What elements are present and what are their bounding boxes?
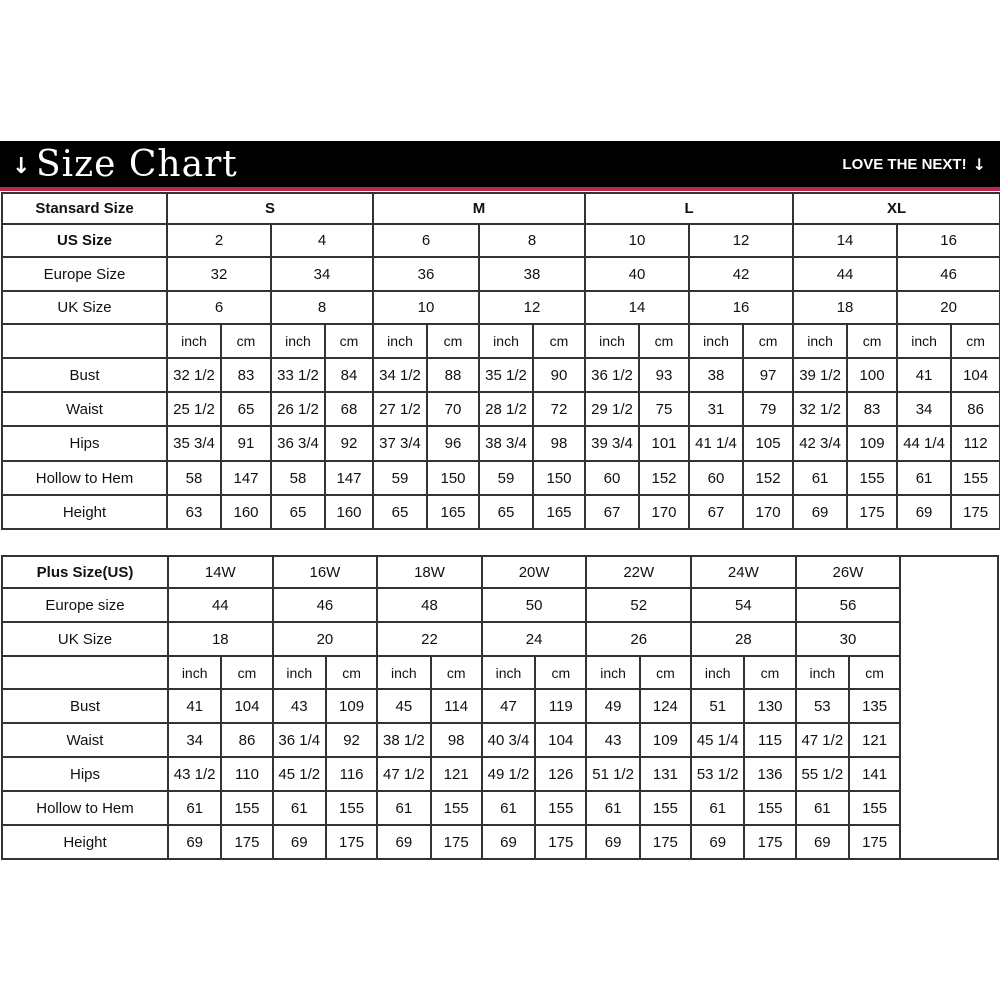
table-cell: 86 [221, 723, 272, 757]
table-cell: 141 [849, 757, 900, 791]
table-cell: 40 [585, 257, 689, 291]
row-label: Hips [2, 426, 167, 461]
table-cell: 48 [377, 588, 482, 622]
unit-cell: inch [271, 324, 325, 358]
size-group-cell: S [167, 193, 373, 224]
table-cell: 47 1/2 [796, 723, 849, 757]
unit-cell: cm [744, 656, 795, 689]
table-cell: 116 [326, 757, 377, 791]
row-label: US Size [2, 224, 167, 257]
table-cell: 69 [168, 825, 221, 859]
unit-row [2, 656, 998, 689]
table-cell: 175 [535, 825, 586, 859]
table-cell: 69 [897, 495, 951, 529]
unit-cell: inch [377, 656, 430, 689]
table-cell: 24 [482, 622, 587, 656]
table-cell: 147 [221, 461, 271, 495]
table-cell: 69 [691, 825, 744, 859]
table-cell: 2 [167, 224, 271, 257]
table-cell: 98 [533, 426, 585, 461]
table-cell: 34 [271, 257, 373, 291]
row-label: Hollow to Hem [2, 461, 167, 495]
table-cell: 50 [482, 588, 587, 622]
table-cell: 175 [326, 825, 377, 859]
table-cell: 32 1/2 [793, 392, 847, 426]
unit-row [2, 324, 1000, 358]
table-cell: 59 [373, 461, 427, 495]
table-cell: 37 3/4 [373, 426, 427, 461]
table-cell: 61 [793, 461, 847, 495]
table-cell: 41 [168, 689, 221, 723]
table-cell: 38 1/2 [377, 723, 430, 757]
table-cell: 42 [689, 257, 793, 291]
table-cell: 65 [271, 495, 325, 529]
table-row [2, 426, 1000, 461]
unit-cell: inch [796, 656, 849, 689]
table-cell: 105 [743, 426, 793, 461]
unit-cell: inch [373, 324, 427, 358]
table-cell: 130 [744, 689, 795, 723]
table-cell: 61 [897, 461, 951, 495]
unit-cell: inch [689, 324, 743, 358]
table-cell: 58 [167, 461, 221, 495]
table-cell: 104 [221, 689, 272, 723]
unit-cell: cm [640, 656, 691, 689]
table-cell: 92 [326, 723, 377, 757]
europe-size-row [2, 588, 998, 622]
table-cell: 150 [427, 461, 479, 495]
table-cell: 59 [479, 461, 533, 495]
row-label: Height [2, 825, 168, 859]
table-cell: 22W [586, 556, 691, 588]
table-cell: 110 [221, 757, 272, 791]
table-cell: 36 1/4 [273, 723, 326, 757]
table-cell: 170 [743, 495, 793, 529]
row-label: Waist [2, 723, 168, 757]
row-label: UK Size [2, 291, 167, 324]
unit-cell: inch [793, 324, 847, 358]
table-cell: 70 [427, 392, 479, 426]
corner-label: Plus Size(US) [2, 556, 168, 588]
row-label: Bust [2, 358, 167, 392]
table-cell: 6 [373, 224, 479, 257]
table-cell: 6 [167, 291, 271, 324]
table-cell: 24W [691, 556, 796, 588]
table-cell: 56 [796, 588, 901, 622]
table-cell: 61 [586, 791, 639, 825]
table-cell: 67 [585, 495, 639, 529]
table-cell: 46 [273, 588, 378, 622]
table-cell: 39 3/4 [585, 426, 639, 461]
table-cell: 155 [221, 791, 272, 825]
table-cell: 155 [535, 791, 586, 825]
unit-cell: cm [535, 656, 586, 689]
table-cell: 121 [849, 723, 900, 757]
unit-cell: inch [585, 324, 639, 358]
table-cell: 53 1/2 [691, 757, 744, 791]
tagline [842, 155, 986, 174]
table-row [2, 689, 998, 723]
table-cell: 39 1/2 [793, 358, 847, 392]
table-cell: 47 [482, 689, 535, 723]
table-cell: 175 [849, 825, 900, 859]
table-cell: 155 [744, 791, 795, 825]
table-cell: 155 [326, 791, 377, 825]
standard-size-table [1, 192, 1000, 530]
table-cell: 83 [221, 358, 271, 392]
table-row [2, 392, 1000, 426]
table-cell: 152 [743, 461, 793, 495]
table-cell: 29 1/2 [585, 392, 639, 426]
table-cell: 49 1/2 [482, 757, 535, 791]
table-cell: 135 [849, 689, 900, 723]
unit-cell: cm [533, 324, 585, 358]
table-cell: 36 3/4 [271, 426, 325, 461]
empty-cell [2, 324, 167, 358]
table-cell: 60 [585, 461, 639, 495]
size-group-cell: XL [793, 193, 1000, 224]
unit-cell: inch [167, 324, 221, 358]
table-cell: 65 [221, 392, 271, 426]
table-cell: 14 [793, 224, 897, 257]
table-cell: 121 [431, 757, 482, 791]
table-cell: 69 [796, 825, 849, 859]
table-cell: 124 [640, 689, 691, 723]
table-cell: 61 [273, 791, 326, 825]
table-cell: 36 1/2 [585, 358, 639, 392]
table-cell: 84 [325, 358, 373, 392]
table-cell: 34 1/2 [373, 358, 427, 392]
table-cell: 97 [743, 358, 793, 392]
unit-cell: cm [639, 324, 689, 358]
table-cell: 26 1/2 [271, 392, 325, 426]
table-cell: 69 [273, 825, 326, 859]
table-cell: 12 [479, 291, 585, 324]
unit-cell: inch [897, 324, 951, 358]
unit-cell: cm [326, 656, 377, 689]
table-cell: 32 1/2 [167, 358, 221, 392]
row-label: Waist [2, 392, 167, 426]
table-cell: 4 [271, 224, 373, 257]
table-cell: 41 [897, 358, 951, 392]
table-cell: 28 [691, 622, 796, 656]
page-title: Size Chart [36, 144, 238, 185]
table-cell: 175 [640, 825, 691, 859]
table-cell: 45 1/4 [691, 723, 744, 757]
plus-size-table [1, 555, 999, 860]
unit-cell: inch [691, 656, 744, 689]
table-cell: 115 [744, 723, 795, 757]
table-cell: 126 [535, 757, 586, 791]
table-cell: 18W [377, 556, 482, 588]
table-cell: 160 [221, 495, 271, 529]
unit-cell: cm [951, 324, 1000, 358]
table-cell: 10 [585, 224, 689, 257]
table-cell: 160 [325, 495, 373, 529]
size-group-row [2, 193, 1000, 224]
size-group-cell: M [373, 193, 585, 224]
table-cell: 25 1/2 [167, 392, 221, 426]
unit-cell: cm [221, 324, 271, 358]
table-cell: 114 [431, 689, 482, 723]
table-row [2, 825, 998, 859]
table-cell: 33 1/2 [271, 358, 325, 392]
unit-cell: inch [586, 656, 639, 689]
table-cell: 14W [168, 556, 273, 588]
table-cell: 47 1/2 [377, 757, 430, 791]
table-cell: 38 [479, 257, 585, 291]
table-cell: 36 [373, 257, 479, 291]
table-row [2, 757, 998, 791]
us-size-row [2, 224, 1000, 257]
uk-size-row [2, 622, 998, 656]
table-cell: 101 [639, 426, 689, 461]
arrow-down-icon: ↓ [12, 154, 31, 179]
table-cell: 155 [640, 791, 691, 825]
table-cell: 16 [897, 224, 1000, 257]
table-cell: 175 [847, 495, 897, 529]
table-cell: 34 [168, 723, 221, 757]
row-label: Bust [2, 689, 168, 723]
table-cell: 91 [221, 426, 271, 461]
unit-cell: cm [431, 656, 482, 689]
row-label: Hips [2, 757, 168, 791]
table-cell: 165 [533, 495, 585, 529]
row-label: Europe Size [2, 257, 167, 291]
table-cell: 44 [168, 588, 273, 622]
table-cell: 10 [373, 291, 479, 324]
table-cell: 152 [639, 461, 689, 495]
table-cell: 100 [847, 358, 897, 392]
table-cell: 69 [793, 495, 847, 529]
table-cell: 155 [847, 461, 897, 495]
table-cell: 38 3/4 [479, 426, 533, 461]
unit-cell: cm [847, 324, 897, 358]
table-cell: 60 [689, 461, 743, 495]
table-cell: 109 [847, 426, 897, 461]
table-cell: 175 [431, 825, 482, 859]
table-cell: 58 [271, 461, 325, 495]
table-cell: 61 [482, 791, 535, 825]
table-cell: 41 1/4 [689, 426, 743, 461]
table-cell: 136 [744, 757, 795, 791]
unit-cell: inch [482, 656, 535, 689]
table-cell: 52 [586, 588, 691, 622]
corner-label: Stansard Size [2, 193, 167, 224]
table-cell: 51 [691, 689, 744, 723]
size-chart-banner [0, 141, 1000, 191]
table-cell: 26 [586, 622, 691, 656]
table-row [2, 723, 998, 757]
arrow-down-icon: ↓ [972, 155, 986, 174]
table-row [2, 495, 1000, 529]
unit-cell: inch [479, 324, 533, 358]
table-cell: 155 [951, 461, 1000, 495]
table-cell: 8 [271, 291, 373, 324]
table-cell: 45 [377, 689, 430, 723]
table-cell: 90 [533, 358, 585, 392]
table-cell: 69 [377, 825, 430, 859]
table-row [2, 461, 1000, 495]
tagline-text: LOVE THE NEXT! [842, 156, 967, 173]
table-cell: 96 [427, 426, 479, 461]
table-cell: 65 [479, 495, 533, 529]
table-cell: 165 [427, 495, 479, 529]
table-cell: 175 [951, 495, 1000, 529]
table-row [2, 791, 998, 825]
table-cell: 40 3/4 [482, 723, 535, 757]
table-cell: 93 [639, 358, 689, 392]
table-cell: 63 [167, 495, 221, 529]
table-cell: 75 [639, 392, 689, 426]
unit-cell: inch [273, 656, 326, 689]
table-cell: 42 3/4 [793, 426, 847, 461]
table-cell: 55 1/2 [796, 757, 849, 791]
table-cell: 131 [640, 757, 691, 791]
table-cell: 109 [326, 689, 377, 723]
table-cell: 53 [796, 689, 849, 723]
table-cell: 51 1/2 [586, 757, 639, 791]
table-cell: 119 [535, 689, 586, 723]
europe-size-row [2, 257, 1000, 291]
table-cell: 30 [796, 622, 901, 656]
table-cell: 92 [325, 426, 373, 461]
row-label: UK Size [2, 622, 168, 656]
table-cell: 98 [431, 723, 482, 757]
table-cell: 175 [221, 825, 272, 859]
table-cell: 22 [377, 622, 482, 656]
empty-cell [900, 556, 998, 859]
table-cell: 26W [796, 556, 901, 588]
unit-cell: cm [743, 324, 793, 358]
uk-size-row [2, 291, 1000, 324]
table-cell: 79 [743, 392, 793, 426]
table-cell: 20 [897, 291, 1000, 324]
table-cell: 147 [325, 461, 373, 495]
table-cell: 43 [586, 723, 639, 757]
table-cell: 67 [689, 495, 743, 529]
table-cell: 45 1/2 [273, 757, 326, 791]
table-cell: 49 [586, 689, 639, 723]
table-cell: 155 [849, 791, 900, 825]
table-cell: 27 1/2 [373, 392, 427, 426]
table-cell: 38 [689, 358, 743, 392]
table-cell: 54 [691, 588, 796, 622]
unit-cell: cm [849, 656, 900, 689]
table-cell: 65 [373, 495, 427, 529]
table-cell: 18 [793, 291, 897, 324]
table-cell: 14 [585, 291, 689, 324]
table-cell: 68 [325, 392, 373, 426]
unit-cell: cm [325, 324, 373, 358]
table-cell: 69 [482, 825, 535, 859]
table-cell: 69 [586, 825, 639, 859]
table-cell: 46 [897, 257, 1000, 291]
unit-cell: cm [427, 324, 479, 358]
table-cell: 34 [897, 392, 951, 426]
table-cell: 109 [640, 723, 691, 757]
table-cell: 35 1/2 [479, 358, 533, 392]
table-cell: 16W [273, 556, 378, 588]
table-cell: 16 [689, 291, 793, 324]
table-cell: 12 [689, 224, 793, 257]
table-cell: 155 [431, 791, 482, 825]
table-cell: 83 [847, 392, 897, 426]
table-cell: 18 [168, 622, 273, 656]
table-cell: 20 [273, 622, 378, 656]
table-cell: 28 1/2 [479, 392, 533, 426]
table-cell: 32 [167, 257, 271, 291]
table-cell: 31 [689, 392, 743, 426]
size-group-cell: L [585, 193, 793, 224]
table-cell: 150 [533, 461, 585, 495]
row-label: Europe size [2, 588, 168, 622]
table-cell: 44 1/4 [897, 426, 951, 461]
plus-size-row [2, 556, 998, 588]
table-cell: 88 [427, 358, 479, 392]
table-cell: 175 [744, 825, 795, 859]
empty-cell [2, 656, 168, 689]
table-cell: 43 1/2 [168, 757, 221, 791]
table-cell: 61 [168, 791, 221, 825]
table-cell: 61 [691, 791, 744, 825]
table-row [2, 358, 1000, 392]
table-cell: 112 [951, 426, 1000, 461]
table-cell: 86 [951, 392, 1000, 426]
table-cell: 20W [482, 556, 587, 588]
table-cell: 43 [273, 689, 326, 723]
table-cell: 61 [796, 791, 849, 825]
table-cell: 104 [535, 723, 586, 757]
table-cell: 35 3/4 [167, 426, 221, 461]
unit-cell: inch [168, 656, 221, 689]
table-cell: 104 [951, 358, 1000, 392]
table-cell: 44 [793, 257, 897, 291]
table-cell: 61 [377, 791, 430, 825]
row-label: Hollow to Hem [2, 791, 168, 825]
unit-cell: cm [221, 656, 272, 689]
table-cell: 8 [479, 224, 585, 257]
table-cell: 170 [639, 495, 689, 529]
row-label: Height [2, 495, 167, 529]
table-cell: 72 [533, 392, 585, 426]
